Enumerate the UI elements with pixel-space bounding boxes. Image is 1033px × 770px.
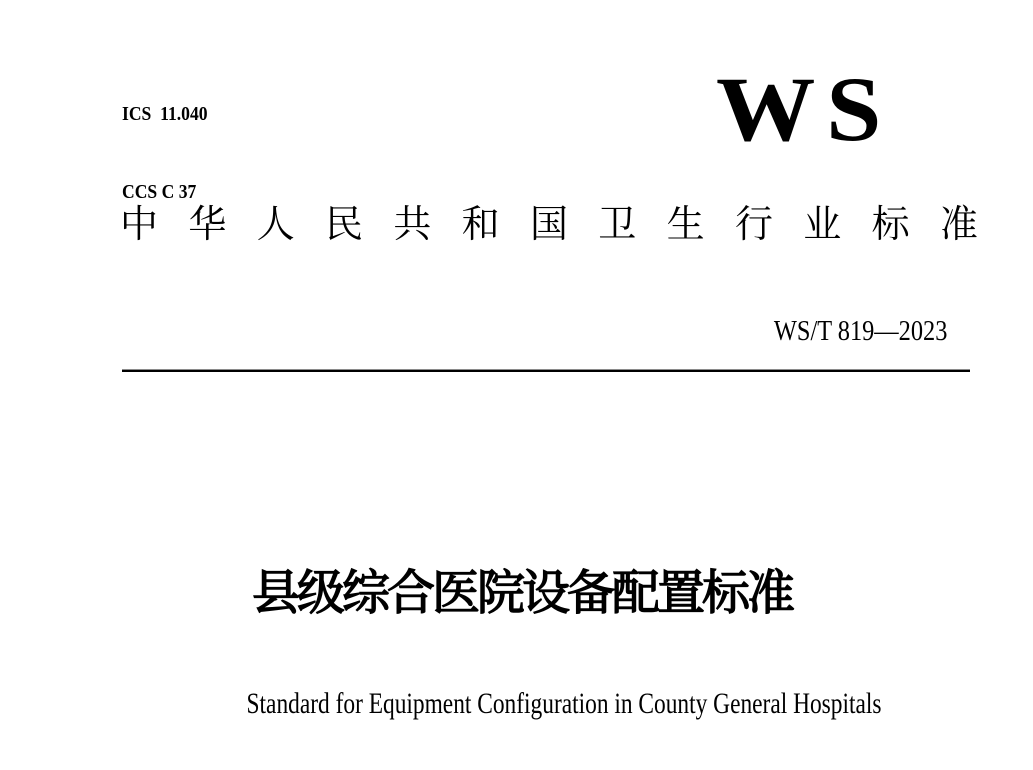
ics-code: ICS 11.040 <box>122 103 208 125</box>
national-standard-header: 中 华 人 民 共 和 国 卫 生 行 业 标 准 <box>120 204 978 246</box>
divider-rule <box>122 369 970 372</box>
ccs-code: CCS C 37 <box>122 181 197 203</box>
document-title-en-text: Standard for Equipment Configuration in County General Hospitals <box>246 687 882 720</box>
standard-number-text: WS/T 819—2023 <box>773 315 947 347</box>
document-title-cn: 县级综合医院设备配置标准 <box>251 567 792 620</box>
document-title-en <box>127 654 927 753</box>
standard-number <box>720 281 947 382</box>
ws-logo: WS <box>716 58 893 160</box>
